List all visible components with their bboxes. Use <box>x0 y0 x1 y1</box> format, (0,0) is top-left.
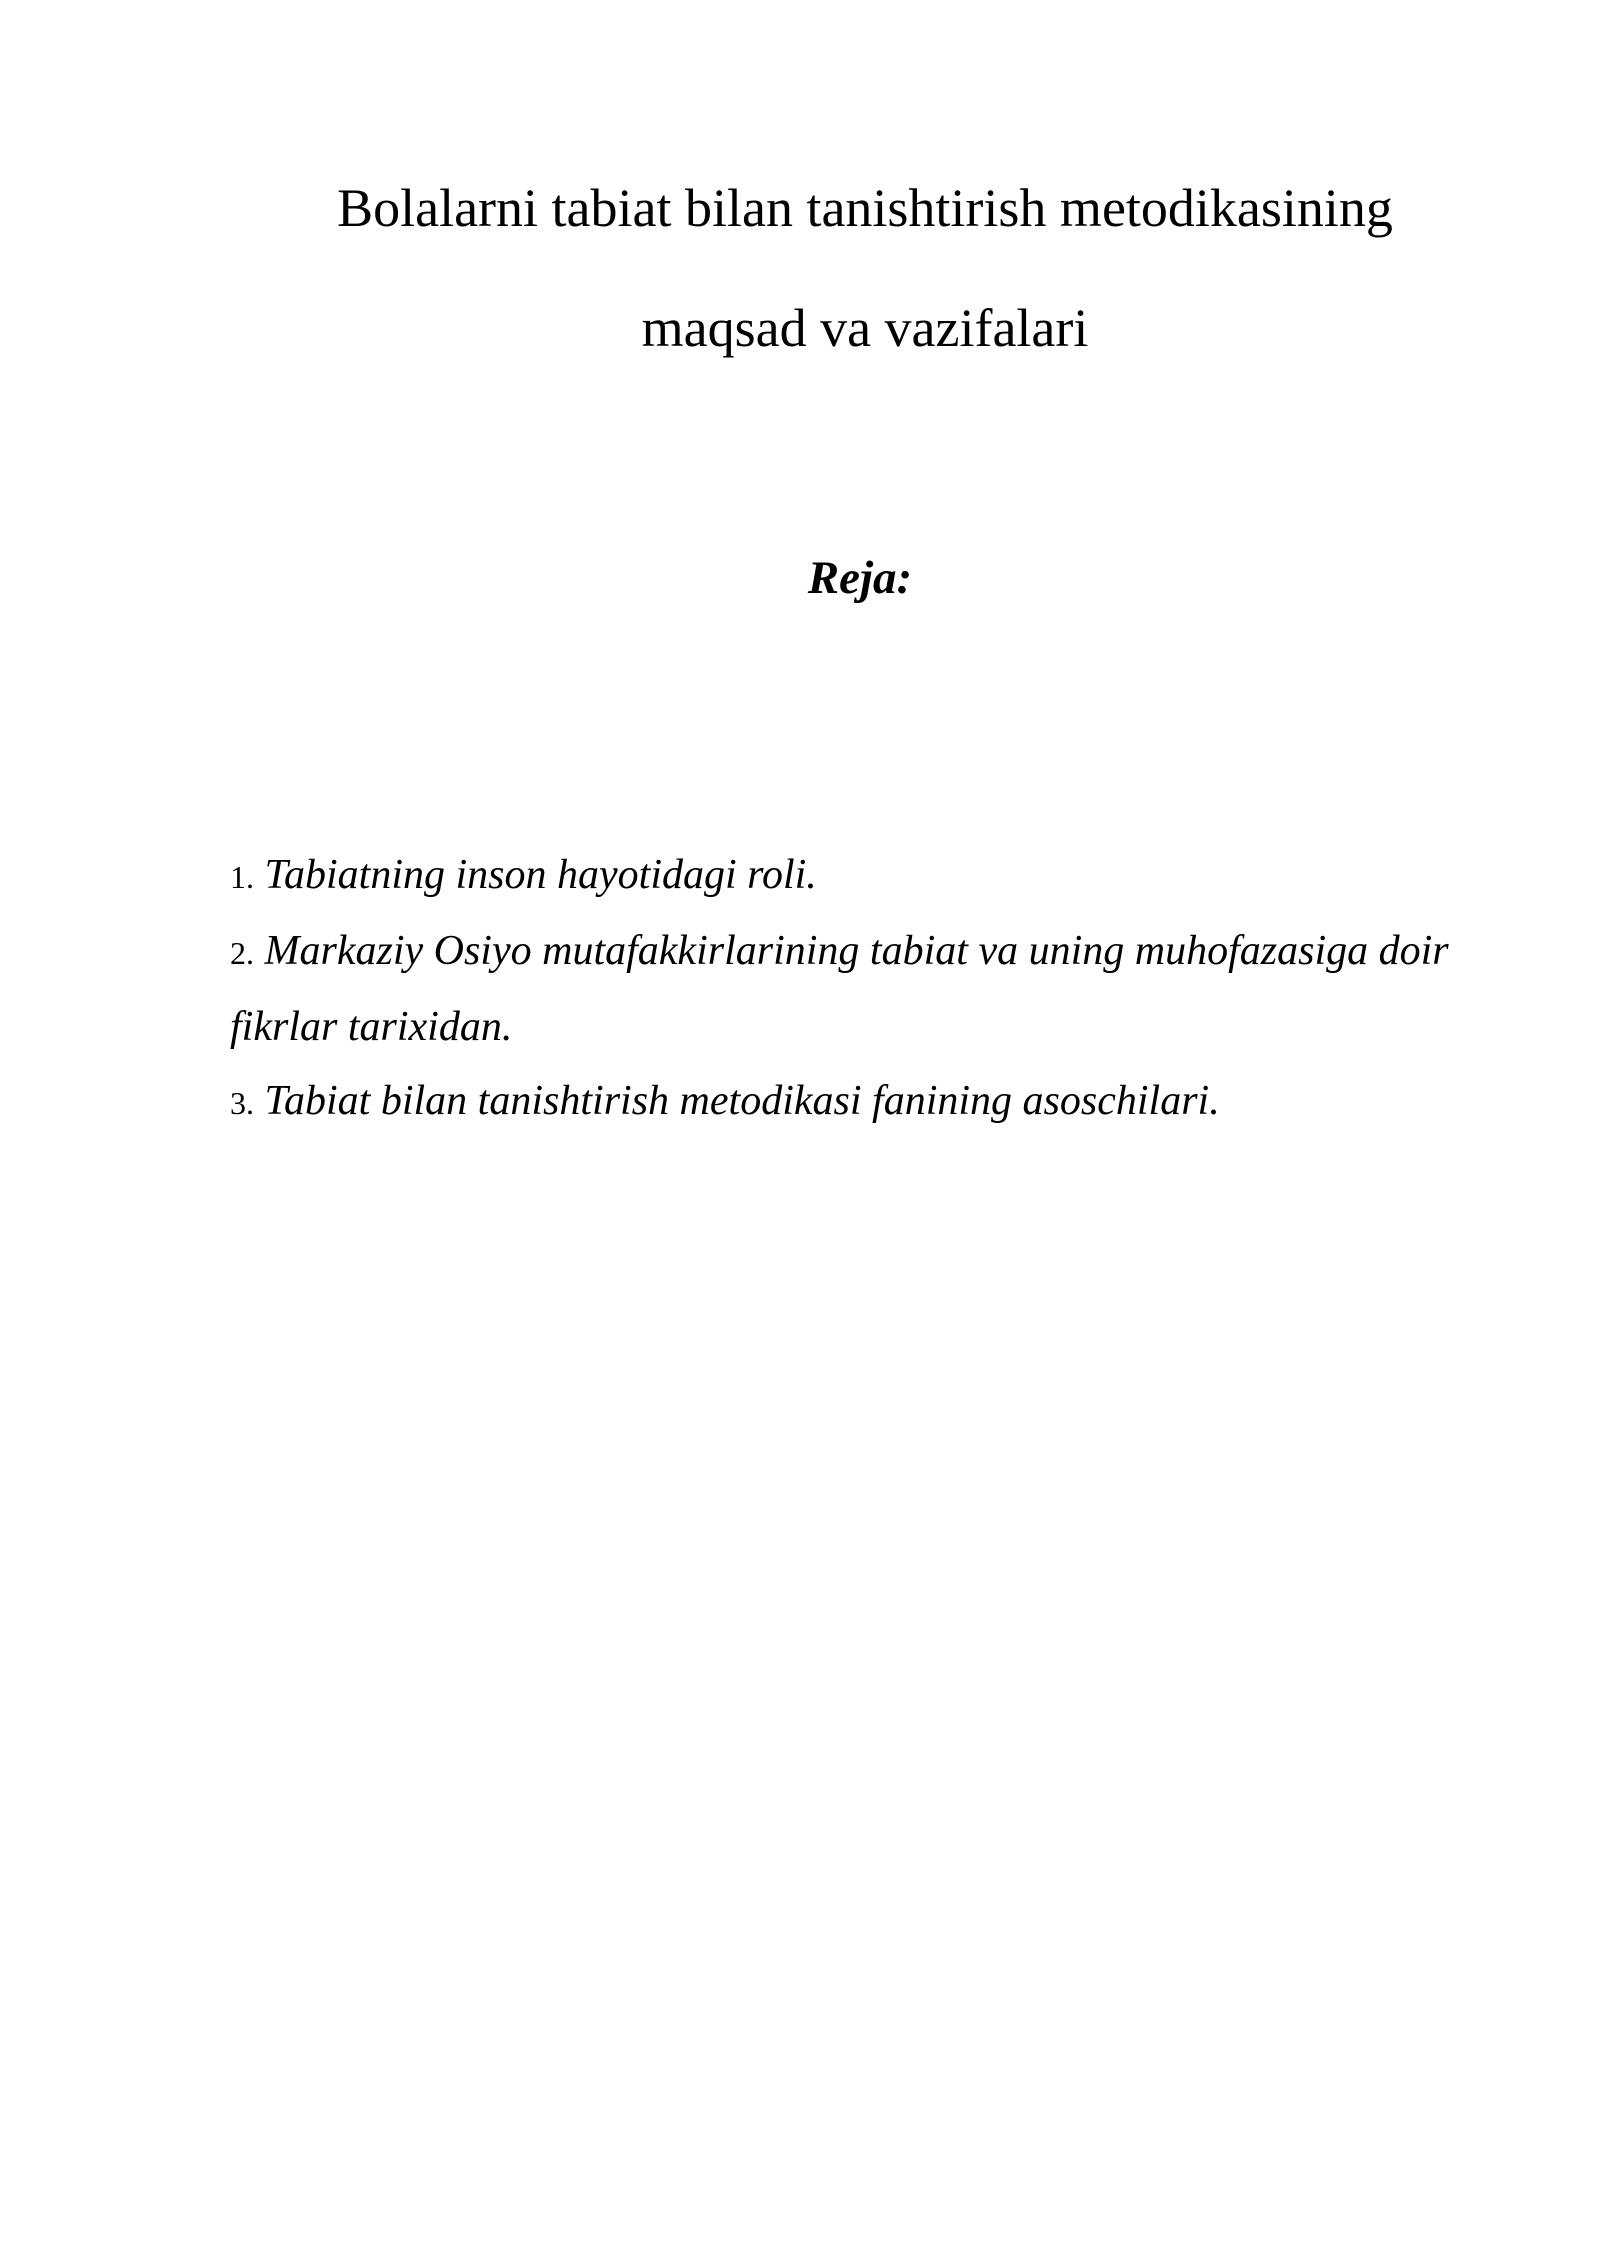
plan-item-text: Tabiat bilan tanishtirish metodikasi fanining asoschilari. <box>264 1078 1220 1124</box>
title-line-1: Bolalarni tabiat bilan tanishtirish metodikasining <box>337 178 1393 238</box>
document-title <box>230 148 1500 388</box>
title-line-2: maqsad va vazifalari <box>641 298 1089 358</box>
plan-item-number: 1. <box>230 859 254 895</box>
plan-heading: Reja: <box>807 552 913 604</box>
plan-item-number: 3. <box>230 1085 254 1121</box>
plan-item-text: Tabiatning inson hayotidagi roli. <box>264 852 817 898</box>
plan-item-number: 2. <box>230 935 254 971</box>
plan-item-2 <box>230 914 1470 1064</box>
plan-item-1 <box>230 838 1470 914</box>
plan-item-3 <box>230 1064 1470 1140</box>
plan-list <box>230 838 1470 1140</box>
plan-item-text: Markaziy Osiyo mutafakkirlarining tabiat va uning muhofazasiga doir fikrlar tarixidan. <box>230 928 1449 1050</box>
